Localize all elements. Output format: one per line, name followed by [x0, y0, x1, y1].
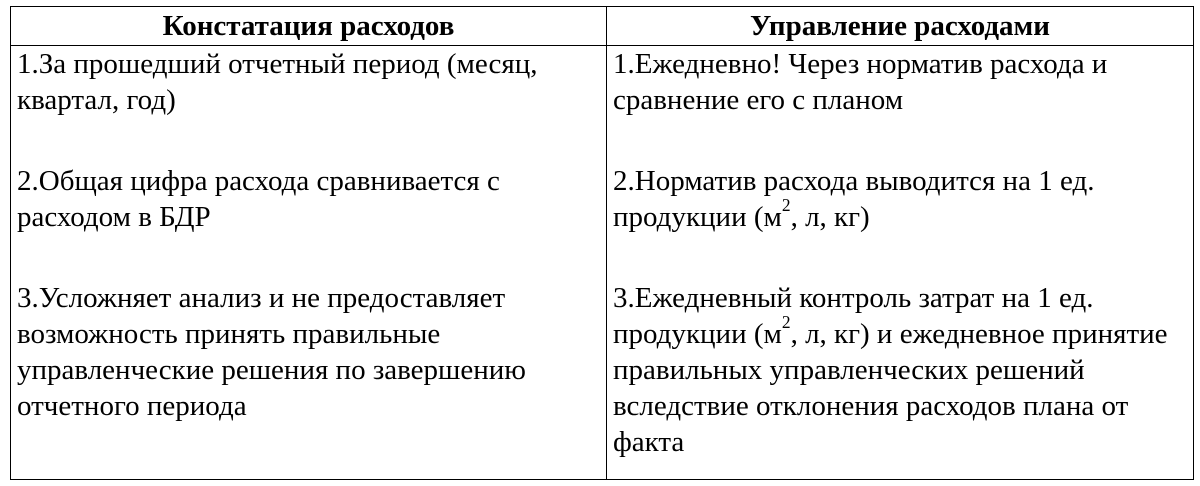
right-item-2-text-b: , л, кг) — [790, 201, 870, 233]
table-row — [11, 46, 1194, 480]
right-item-2 — [613, 163, 1187, 235]
spacer — [613, 235, 1187, 280]
comparison-table — [10, 6, 1194, 480]
right-item-3-text-b: , л, кг) и ежедневное принятие правильных управленческих решений вследствие отклонения расходов плана от факта — [613, 318, 1168, 458]
header-cost-statement: Констатация расходов — [11, 7, 607, 46]
superscript-squared: 2 — [781, 195, 791, 216]
header-cost-management: Управление расходами — [607, 7, 1194, 46]
spacer — [17, 235, 600, 280]
left-column-cell — [11, 46, 607, 480]
left-item-2: 2.Общая цифра расхода сравнивается с расходом в БДР — [17, 165, 500, 233]
right-item-2-text-a: 2.Норматив расхода выводится на 1 ед. продукции (м — [613, 165, 1095, 233]
superscript-squared: 2 — [781, 312, 791, 333]
right-item-3-text-a: 3.Ежедневный контроль затрат на 1 ед. продукции (м — [613, 282, 1094, 350]
right-item-1: 1.Ежедневно! Через норматив расхода и сравнение его с планом — [613, 48, 1108, 116]
left-item-3: 3.Усложняет анализ и не предоставляет возможность принять правильные управленческие решения по завершению отчетного периода — [17, 282, 526, 422]
spacer — [613, 118, 1187, 163]
right-column-cell — [607, 46, 1194, 480]
right-item-3 — [613, 280, 1187, 460]
table-header-row — [11, 7, 1194, 46]
spacer — [17, 118, 600, 163]
left-item-1: 1.За прошедший отчетный период (месяц, квартал, год) — [17, 48, 538, 116]
